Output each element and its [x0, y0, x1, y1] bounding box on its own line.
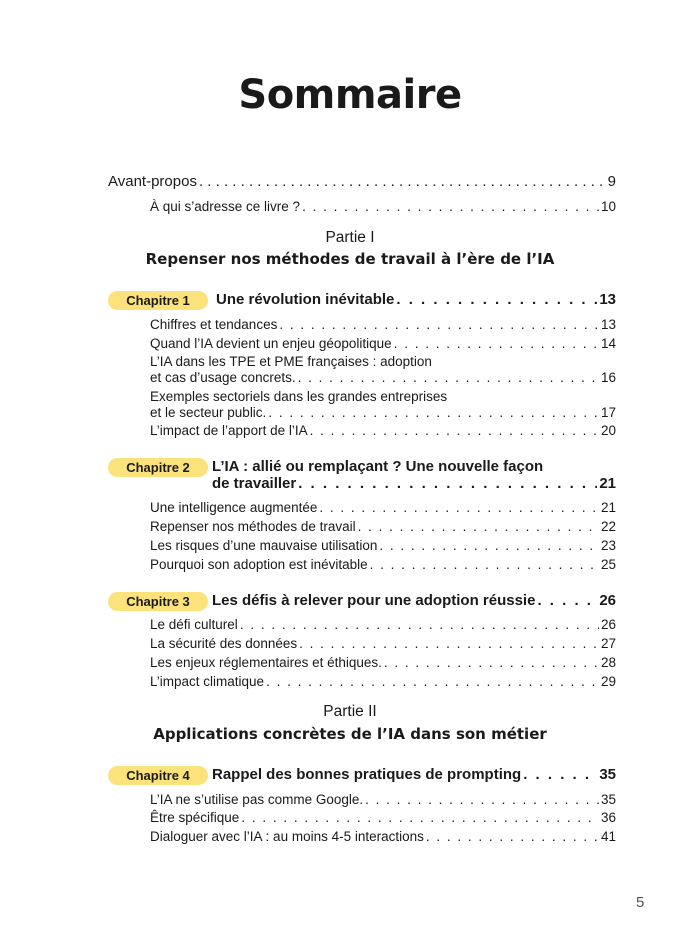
- entry-label: Les risques d’une mauvaise utilisation: [150, 538, 378, 553]
- entry-page: 13: [600, 317, 616, 332]
- toc-entry[interactable]: [150, 500, 616, 516]
- entry-page: 13: [599, 291, 616, 308]
- entry-label: Les enjeux réglementaires et éthiques.: [150, 655, 382, 670]
- entry-page: 22: [600, 519, 616, 534]
- dot-leader: [394, 336, 599, 352]
- entry-page: 27: [600, 636, 616, 651]
- dot-leader: [426, 829, 599, 845]
- dot-leader: [384, 655, 599, 671]
- entry-page: 41: [600, 829, 616, 844]
- toc-entry[interactable]: [150, 792, 616, 808]
- chapter-badge: Chapitre 2: [108, 458, 208, 477]
- dot-leader: [199, 173, 606, 190]
- toc-entry[interactable]: [150, 389, 616, 421]
- toc-entry[interactable]: [150, 354, 616, 386]
- chapter-title: Une révolution inévitable: [216, 291, 395, 308]
- page-title: Sommaire: [238, 72, 462, 118]
- entry-page: 25: [600, 557, 616, 572]
- toc-entry[interactable]: [150, 636, 616, 652]
- entry-page: 29: [600, 674, 616, 689]
- entry-label: La sécurité des données: [150, 636, 298, 651]
- toc-entry[interactable]: [150, 810, 616, 826]
- entry-page: 21: [600, 500, 616, 515]
- entry-page: 16: [600, 370, 616, 385]
- chapter-title: de travailler: [212, 475, 297, 492]
- page-number: 5: [636, 894, 645, 911]
- dot-leader: [379, 538, 599, 554]
- entry-label: Pourquoi son adoption est inévitable: [150, 557, 368, 572]
- dot-leader: [298, 475, 597, 492]
- entry-label: Chiffres et tendances: [150, 317, 278, 332]
- entry-page: 20: [600, 423, 616, 438]
- entry-page: 17: [600, 405, 616, 420]
- dot-leader: [358, 519, 599, 535]
- dot-leader: [279, 317, 599, 333]
- toc-entry[interactable]: [150, 617, 616, 633]
- toc-entry[interactable]: [150, 829, 616, 845]
- entry-label: Le défi culturel: [150, 617, 238, 632]
- entry-page: 35: [600, 792, 616, 807]
- part-label: Partie II: [323, 703, 377, 720]
- entry-label-line1: L’IA dans les TPE et PME françaises : adoption: [150, 354, 432, 369]
- chapter-entry[interactable]: [212, 592, 616, 609]
- entry-page: 28: [600, 655, 616, 670]
- chapter-badge: Chapitre 4: [108, 766, 208, 785]
- chapter-title: Les défis à relever pour une adoption réussie: [212, 592, 536, 609]
- dot-leader: [537, 592, 597, 609]
- dot-leader: [396, 291, 597, 308]
- chapter-entry[interactable]: [216, 291, 616, 308]
- entry-page: 23: [600, 538, 616, 553]
- entry-label: L’IA ne s’utilise pas comme Google.: [150, 792, 364, 807]
- dot-leader: [365, 792, 599, 808]
- entry-label: et cas d’usage concrets.: [150, 370, 296, 385]
- chapter-title-line1: L’IA : allié ou remplaçant ? Une nouvelle façon: [212, 458, 544, 475]
- entry-label: L’impact de l’apport de l’IA: [150, 423, 308, 438]
- entry-label: À qui s’adresse ce livre ?: [150, 199, 301, 214]
- dot-leader: [266, 674, 599, 690]
- entry-label: et le secteur public.: [150, 405, 267, 420]
- entry-label: Une intelligence augmentée: [150, 500, 318, 515]
- entry-page: 21: [599, 475, 616, 492]
- toc-entry-avant-propos[interactable]: [108, 173, 616, 190]
- toc-entry[interactable]: [150, 674, 616, 690]
- chapter-badge: Chapitre 1: [108, 291, 208, 310]
- toc-entry[interactable]: [150, 519, 616, 535]
- entry-label: Dialoguer avec l’IA : au moins 4-5 interactions: [150, 829, 424, 844]
- dot-leader: [298, 370, 599, 386]
- entry-page: 26: [600, 617, 616, 632]
- dot-leader: [268, 405, 599, 421]
- toc-entry[interactable]: [150, 423, 616, 439]
- entry-label: Avant-propos: [108, 173, 197, 190]
- chapter-badge: Chapitre 3: [108, 592, 208, 611]
- entry-page: 9: [607, 173, 616, 190]
- chapter-entry[interactable]: [212, 766, 616, 783]
- entry-label: Quand l’IA devient un enjeu géopolitique: [150, 336, 392, 351]
- chapter-title: Rappel des bonnes pratiques de prompting: [212, 766, 522, 783]
- dot-leader: [302, 199, 599, 215]
- entry-page: 35: [599, 766, 616, 783]
- toc-entry[interactable]: [150, 336, 616, 352]
- entry-label: Être spécifique: [150, 810, 240, 825]
- entry-page: 14: [600, 336, 616, 351]
- toc-entry[interactable]: [150, 655, 616, 671]
- part-title: Applications concrètes de l’IA dans son métier: [153, 725, 547, 743]
- dot-leader: [523, 766, 597, 783]
- toc-entry[interactable]: [150, 557, 616, 573]
- dot-leader: [240, 617, 599, 633]
- entry-page: 10: [600, 199, 616, 214]
- entry-label: Repenser nos méthodes de travail: [150, 519, 356, 534]
- toc-entry[interactable]: [150, 317, 616, 333]
- toc-entry-a-qui[interactable]: [150, 199, 616, 215]
- part-title: Repenser nos méthodes de travail à l’ère de l’IA: [145, 250, 555, 268]
- part-label: Partie I: [325, 229, 375, 246]
- entry-label: L’impact climatique: [150, 674, 265, 689]
- chapter-entry[interactable]: [212, 458, 616, 492]
- entry-page: 36: [600, 810, 616, 825]
- dot-leader: [319, 500, 599, 516]
- dot-leader: [310, 423, 599, 439]
- entry-page: 26: [599, 592, 616, 609]
- dot-leader: [299, 636, 599, 652]
- dot-leader: [370, 557, 599, 573]
- toc-entry[interactable]: [150, 538, 616, 554]
- entry-label-line1: Exemples sectoriels dans les grandes entreprises: [150, 389, 448, 404]
- dot-leader: [241, 810, 599, 826]
